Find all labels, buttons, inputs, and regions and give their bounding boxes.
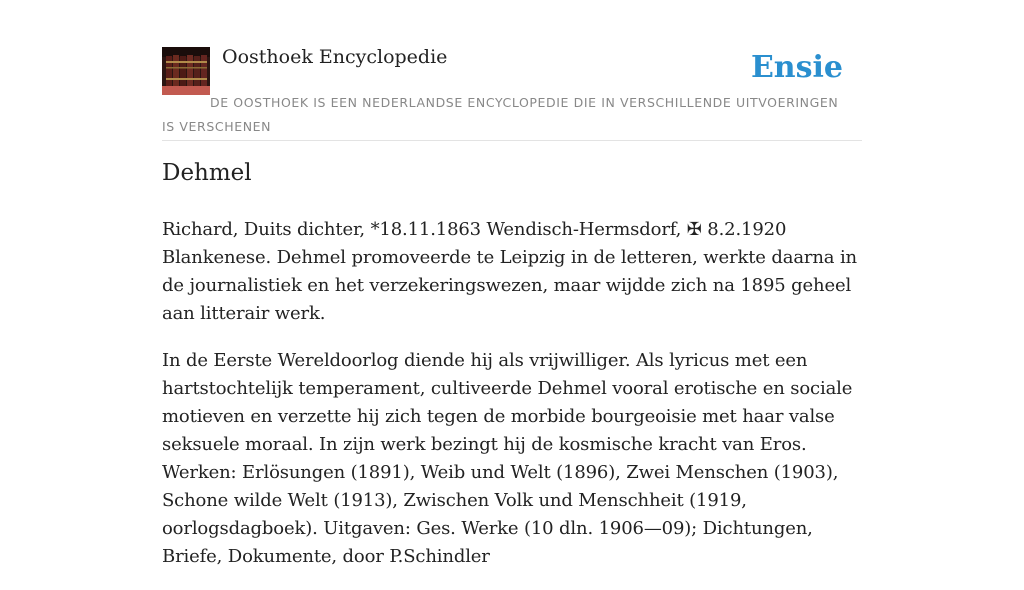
article-paragraph: Richard, Duits dichter, *18.11.1863 Wendisch-Hermsdorf, ✠ 8.2.1920 Blankenese. Dehmel promoveerde te Leipzig in de letteren, werkte daarna in de journalistiek en het verzekeringswezen, maar wijdde zich na 1895 geheel aan litterair werk. [162,219,857,324]
article-body [162,216,862,590]
site-name-link[interactable]: Oosthoek Encyclopedie [222,46,448,68]
site-tagline: DE OOSTHOEK IS EEN NEDERLANDSE ENCYCLOPEDIE DIE IN VERSCHILLENDE UITVOERINGEN IS VERSCHENEN [162,95,839,134]
article-title: Dehmel [162,160,252,186]
site-header [162,0,862,141]
brand-logo[interactable]: Ensie [750,50,843,85]
encyclopedia-books-icon[interactable] [162,47,210,95]
article-paragraph: In de Eerste Wereldoorlog diende hij als vrijwilliger. Als lyricus met een hartstochtelijk temperament, cultiveerde Dehmel vooral erotische en sociale motieven en verzette hij zich tegen de morbide bourgeoisie met haar valse seksuele moraal. In zijn werk bezingt hij de kosmische kracht van Eros. Werken: Erlösungen (1891), Weib und Welt (1896), Zwei Menschen (1903), Schone wilde Welt (1913), Zwischen Volk und Menschheit (1919, oorlogsdagboek). Uitgaven: Ges. Werke (10 dln. 1906—09); Dichtungen, Briefe, Dokumente, door P.Schindler [162,350,853,567]
